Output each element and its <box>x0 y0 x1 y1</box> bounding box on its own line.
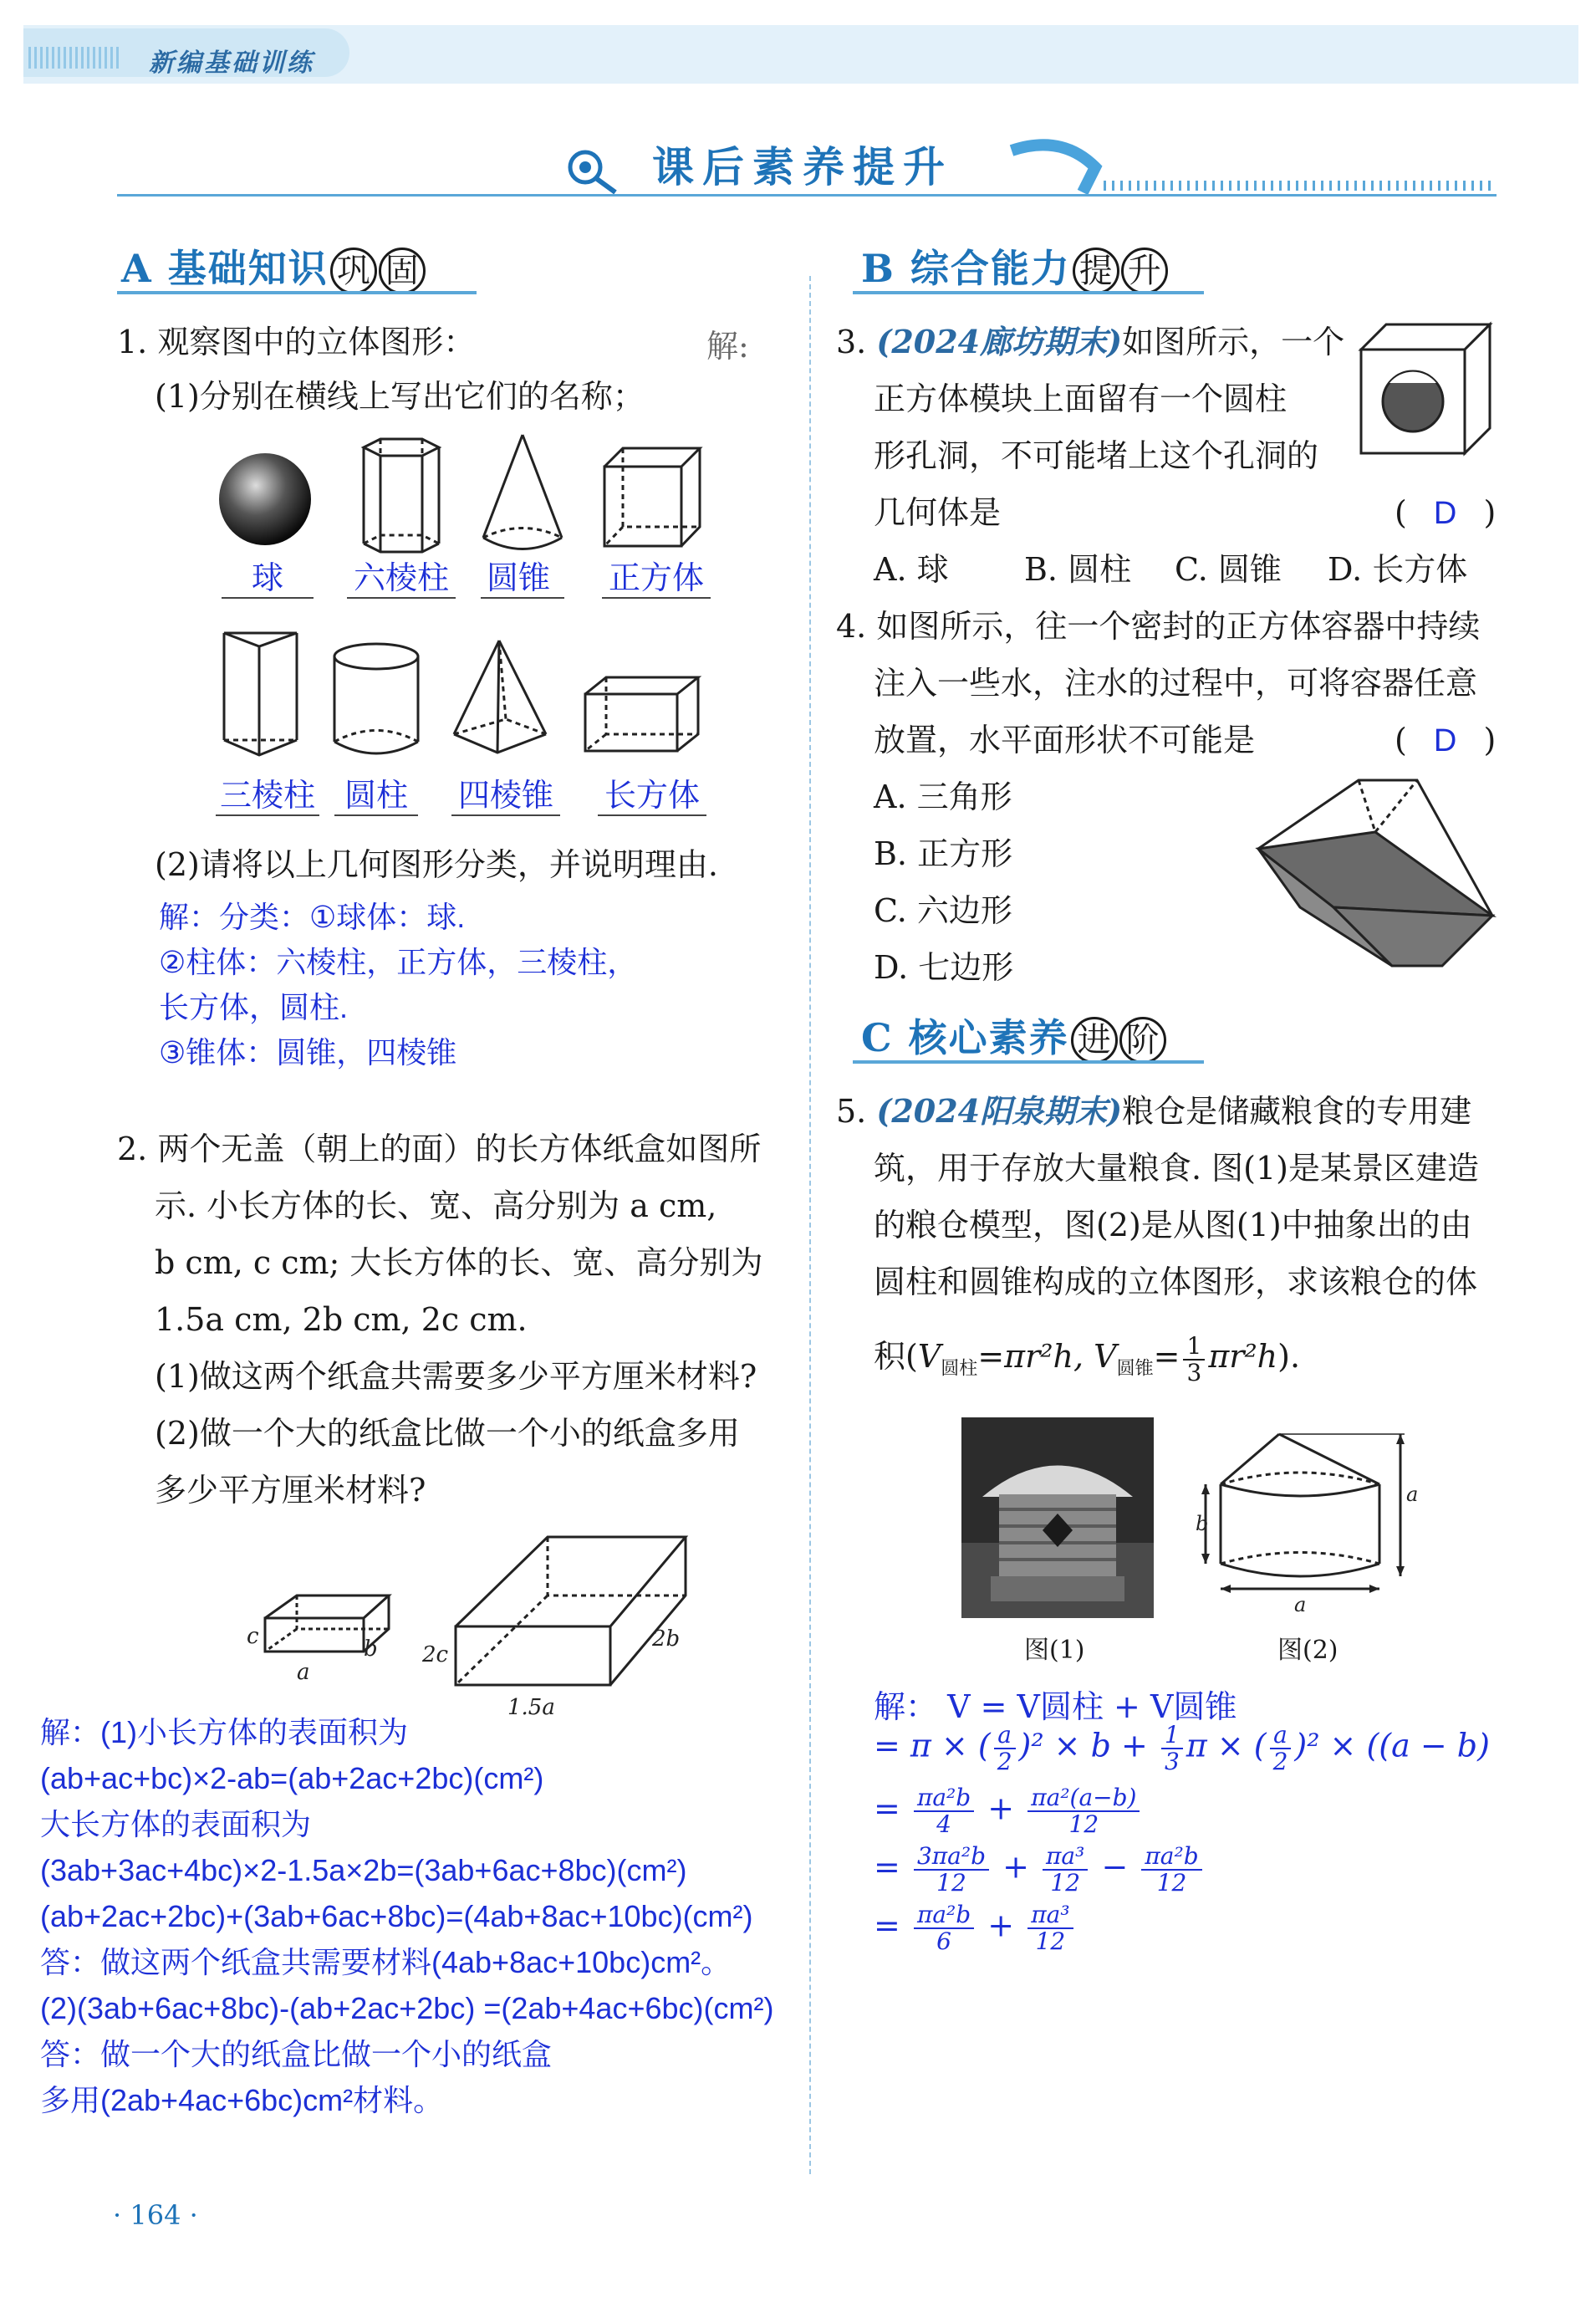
q2-line-7: 多少平方厘米材料? <box>155 1472 426 1509</box>
q4-answer-paren <box>1395 712 1496 769</box>
q5-a5-n1: πa²b <box>914 1902 974 1929</box>
q5-formula-prefix: 积 <box>874 1338 906 1375</box>
q5-a2-part-d: )² × ((a − b) <box>1294 1727 1490 1764</box>
page-number: · 164 · <box>113 2199 198 2231</box>
q5-a2-f22: 2 <box>1272 1748 1288 1775</box>
q2-line-2: 示. 小长方体的长、宽、高分别为 a cm, <box>155 1187 717 1224</box>
partB-circ1: 提 <box>1073 248 1119 294</box>
q2-line-4: 1.5a cm, 2b cm, 2c cm. <box>155 1301 528 1338</box>
q5-formula-v2: V <box>1094 1338 1117 1375</box>
answer-line-8 <box>598 814 706 816</box>
q5-a2-fa: a <box>994 1723 1016 1749</box>
q5-a5-n2: πa³ <box>1027 1902 1073 1929</box>
q5-a2-fa2: a <box>1270 1723 1292 1749</box>
big-b-label: 2b <box>652 1626 681 1652</box>
answer-line-4 <box>602 597 711 599</box>
partB-label: B 综合能力 <box>861 246 1071 291</box>
q5-a4-n2: πa³ <box>1043 1844 1088 1871</box>
q5-a4-eq: = <box>874 1848 900 1886</box>
cone-figure <box>477 431 569 560</box>
partA-label: A 基础知识 <box>121 246 329 291</box>
answer-line-6 <box>334 814 418 816</box>
q4-line-2: 注入一些水，注水的过程中，可将容器任意 <box>874 665 1478 702</box>
square-pyramid-figure <box>447 636 556 761</box>
q2-line-1: 2. 两个无盖（朝上的面）的长方体纸盒如图所 <box>117 1131 762 1167</box>
cylinder-cone-figure <box>1196 1417 1421 1622</box>
q5-formula-eq2: = <box>1153 1338 1180 1375</box>
partA-underline <box>117 291 477 294</box>
q2-answer-3: 大长方体的表面积为 <box>40 1807 312 1841</box>
q3-paren-right: ) <box>1483 494 1497 531</box>
partB-circ2: 升 <box>1121 248 1168 294</box>
q5-formula-frac-n: 1 <box>1183 1334 1205 1361</box>
section-title: 课后素养提升 <box>652 142 953 191</box>
q3-line-2: 正方体模块上面留有一个圆柱 <box>874 380 1288 417</box>
q2-answer-9: 多用(2ab+4ac+6bc)cm²材料。 <box>40 2083 444 2117</box>
shape-label-7: 四棱锥 <box>457 777 553 814</box>
q5-formula-frac-d: 3 <box>1186 1358 1202 1386</box>
q5-a3-n2: πa²(a−b) <box>1027 1785 1140 1812</box>
q1-sub1: (1)分别在横线上写出它们的名称； <box>155 378 645 415</box>
small-b-label: b <box>364 1636 378 1662</box>
fig2-label-a-bottom: a <box>1294 1593 1307 1616</box>
partA-circ2: 固 <box>379 248 426 294</box>
q3-line-1 <box>836 314 1344 370</box>
q5-answer-line-4 <box>874 1844 1206 1896</box>
shape-label-8: 长方体 <box>604 777 700 814</box>
q4-paren-right: ) <box>1483 722 1497 758</box>
tilted-cube-water-figure <box>1250 773 1501 978</box>
q4-answer: D <box>1433 723 1457 758</box>
q4-line-3: 放置，水平面形状不可能是 <box>874 722 1256 758</box>
q3-answer-paren <box>1395 484 1496 542</box>
partB-underline <box>853 291 1204 294</box>
cube-with-hole-figure <box>1354 318 1497 460</box>
magnifier-icon <box>560 140 635 199</box>
granary-photo <box>961 1417 1154 1618</box>
q1-answer-3: 长方体，圆柱. <box>159 990 349 1024</box>
q5-a4-n3: πa²b <box>1141 1844 1201 1871</box>
partC-underline <box>853 1060 1204 1064</box>
q5-formula-sub2: 圆锥 <box>1116 1358 1154 1380</box>
q1-answer-4: ③锥体：圆锥，四棱锥 <box>159 1035 457 1070</box>
q2-answer-7: (2)(3ab+6ac+8bc)-(ab+2ac+2bc) =(2ab+4ac+6bc)(cm²) <box>40 1991 774 2025</box>
fig2-caption: 图(2) <box>1277 1636 1338 1665</box>
q3-source: (2024廊坊期末) <box>876 323 1123 360</box>
shape-label-1: 球 <box>251 559 283 596</box>
fig1-caption: 图(1) <box>1024 1636 1085 1665</box>
q5-a3-plus: + <box>987 1789 1015 1827</box>
partC-circ2: 阶 <box>1119 1017 1166 1064</box>
q4-paren-left: ( <box>1395 722 1407 758</box>
q3-text-1: 如图所示，一个 <box>1122 324 1345 360</box>
q2-line-3: b cm, c cm; 大长方体的长、宽、高分别为 <box>155 1244 763 1281</box>
section-dots <box>1104 181 1497 191</box>
q5-a2-part-c: π × ( <box>1186 1727 1267 1764</box>
partC-circ1: 进 <box>1071 1017 1118 1064</box>
q1-sub2: (2)请将以上几何图形分类，并说明理由. <box>155 846 718 883</box>
section-underline <box>117 194 1497 197</box>
q5-a2-f2: 2 <box>997 1748 1012 1775</box>
q5-formula <box>874 1328 1300 1398</box>
q1-stem: 1. 观察图中的立体图形： <box>117 324 476 360</box>
q5-line-2: 筑，用于存放大量粮食. 图(1)是某景区建造 <box>874 1150 1479 1187</box>
q5-a4-d2: 12 <box>1050 1869 1081 1897</box>
q5-a2-part-b: )² × b + <box>1018 1727 1158 1764</box>
q3-answer: D <box>1433 496 1457 531</box>
q5-a2-f3: 3 <box>1164 1748 1180 1775</box>
q5-line-1 <box>836 1083 1471 1140</box>
answer-line-5 <box>216 814 319 816</box>
q5-a4-d3: 12 <box>1156 1869 1187 1897</box>
q2-answer-6: 答：做这两个纸盒共需要材料(4ab+8ac+10bc)cm²。 <box>40 1945 732 1979</box>
q3-option-d: D. 长方体 <box>1328 551 1468 588</box>
fig2-label-b: b <box>1196 1512 1209 1535</box>
q4-line-1: 4. 如图所示，往一个密封的正方体容器中持续 <box>836 608 1481 645</box>
partC-heading <box>861 1008 1166 1064</box>
answer-line-7 <box>451 814 560 816</box>
q2-answer-4: (3ab+3ac+4bc)×2-1.5a×2b=(3ab+6ac+8bc)(cm²) <box>40 1853 687 1887</box>
q5-formula-eq1: =πr²h, <box>977 1338 1094 1375</box>
small-a-label: a <box>297 1660 310 1685</box>
q5-a5-plus: + <box>987 1907 1015 1944</box>
q5-formula-tail: πr²h <box>1208 1338 1278 1375</box>
q4-option-d: D. 七边形 <box>874 949 1014 986</box>
shape-label-3: 圆锥 <box>486 559 550 596</box>
q1-answer-1: 解：分类：①球体：球. <box>159 900 466 934</box>
q5-a5-d1: 6 <box>936 1927 951 1955</box>
q5-answer-line-1: 解： V = V圆柱 + V圆锥 <box>874 1688 1237 1725</box>
sphere-figure <box>213 447 322 556</box>
partA-heading <box>121 238 426 294</box>
q5-formula-close: ). <box>1277 1338 1301 1375</box>
q3-option-a: A. 球 <box>874 551 949 588</box>
q3-line-3: 形孔洞，不可能堵上这个孔洞的 <box>874 437 1319 474</box>
column-divider <box>809 276 811 2174</box>
boxes-figure <box>247 1522 698 1720</box>
q5-a5-d2: 12 <box>1035 1927 1066 1955</box>
q5-a2-part-a: = π × ( <box>874 1727 991 1764</box>
answer-line-2 <box>347 597 456 599</box>
book-title: 新编基础训练 <box>149 49 314 78</box>
cuboid-figure <box>581 669 706 761</box>
q5-line-4: 圆柱和圆锥构成的立体图形，求该粮仓的体 <box>874 1264 1478 1300</box>
q5-source: (2024阳泉期末) <box>876 1092 1123 1130</box>
q5-line-3: 的粮仓模型，图(2)是从图(1)中抽象出的由 <box>874 1207 1472 1243</box>
q5-answer-line-3 <box>874 1785 1143 1837</box>
q2-answer-2: (ab+ac+bc)×2-ab=(ab+2ac+2bc)(cm²) <box>40 1761 544 1795</box>
q4-option-c: C. 六边形 <box>874 892 1012 929</box>
q2-answer-8: 答：做一个大的纸盒比做一个小的纸盒 <box>40 2037 553 2071</box>
q2-line-6: (2)做一个大的纸盒比做一个小的纸盒多用 <box>155 1415 740 1452</box>
q1-answer-2: ②柱体：六棱柱，正方体，三棱柱， <box>159 945 638 979</box>
swoosh-icon <box>1003 134 1104 201</box>
big-c-label: 2c <box>422 1642 449 1667</box>
q3-paren-left: ( <box>1395 494 1407 531</box>
q4-option-a: A. 三角形 <box>874 779 1012 815</box>
q2-answer-5: (ab+2ac+2bc)+(3ab+6ac+8bc)=(4ab+8ac+10bc)(cm²) <box>40 1899 753 1933</box>
q3-number: 3. <box>836 324 867 360</box>
answer-line-3 <box>481 597 564 599</box>
cube-figure <box>598 443 706 556</box>
q4-option-b: B. 正方形 <box>874 835 1013 872</box>
shape-label-2: 六棱柱 <box>353 559 449 596</box>
q5-formula-sub1: 圆柱 <box>941 1358 978 1380</box>
q3-line-4: 几何体是 <box>874 494 1002 531</box>
hexagonal-prism-figure <box>351 435 451 560</box>
q5-formula-v1: V <box>917 1338 941 1375</box>
q5-number: 5. <box>836 1093 867 1130</box>
fig2-label-a-top: a <box>1406 1483 1419 1506</box>
q5-a4-plus: + <box>1002 1848 1029 1886</box>
q5-answer-line-2 <box>874 1723 1490 1774</box>
partC-label: C 核心素养 <box>861 1015 1069 1060</box>
q5-a4-minus: − <box>1101 1848 1129 1886</box>
q5-answer-line-5 <box>874 1902 1077 1954</box>
q2-line-5: (1)做这两个纸盒共需要多少平方厘米材料? <box>155 1358 757 1395</box>
partA-circ1: 巩 <box>330 248 377 294</box>
q5-a2-f1: 1 <box>1161 1723 1183 1749</box>
q5-a4-n1: 3πa²b <box>914 1844 989 1871</box>
q5-a4-d1: 12 <box>936 1869 966 1897</box>
header-stripes <box>28 47 120 69</box>
big-a-label: 1.5a <box>507 1695 555 1720</box>
q5-formula-open: ( <box>905 1338 918 1375</box>
q5-a3-d2: 12 <box>1068 1810 1099 1838</box>
answer-line-1 <box>222 597 314 599</box>
q1-side-label: 解: <box>706 328 749 365</box>
q5-a5-eq: = <box>874 1907 900 1944</box>
shape-label-4: 正方体 <box>608 559 704 596</box>
q3-option-b: B. 圆柱 <box>1024 551 1132 588</box>
shape-label-5: 三棱柱 <box>219 777 315 814</box>
q5-a3-d1: 4 <box>936 1810 951 1838</box>
q3-option-c: C. 圆锥 <box>1175 551 1282 588</box>
q5-a3-eq: = <box>874 1789 900 1827</box>
shape-label-6: 圆柱 <box>344 777 408 814</box>
small-c-label: c <box>247 1624 259 1649</box>
q2-answer-1: 解：(1)小长方体的表面积为 <box>40 1715 408 1749</box>
q5-a3-n1: πa²b <box>914 1785 974 1812</box>
cylinder-figure <box>326 640 426 765</box>
q5-text-1: 粮仓是储藏粮食的专用建 <box>1122 1093 1472 1130</box>
triangular-prism-figure <box>217 623 309 761</box>
partB-heading <box>861 238 1168 294</box>
